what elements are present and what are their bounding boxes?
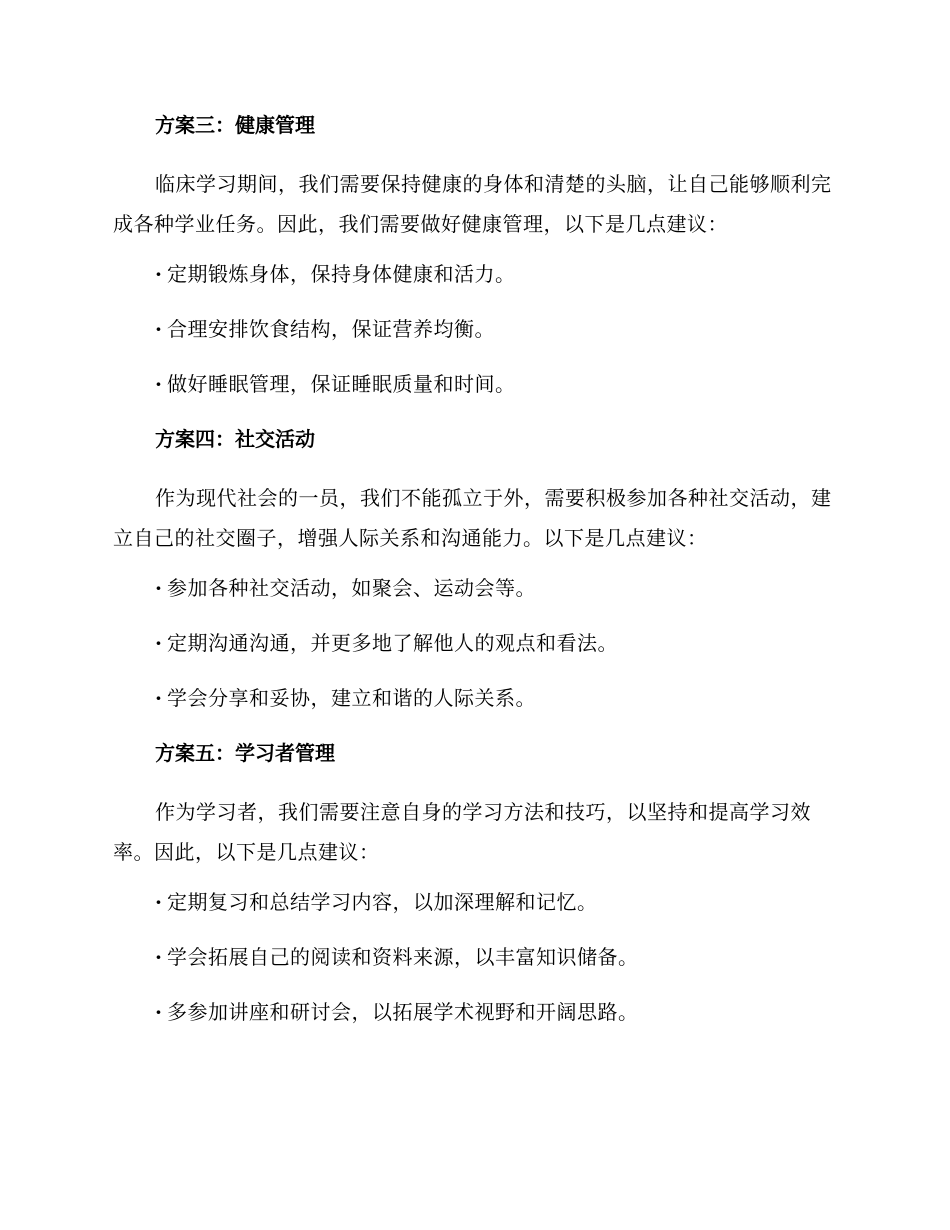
section-paragraph: 作为学习者，我们需要注意自身的学习方法和技巧，以坚持和提高学习效率。因此，以下是几点建议： xyxy=(113,800,811,864)
bullet-item xyxy=(113,573,838,603)
bullet-dot: · xyxy=(155,1000,163,1024)
section-paragraph: 临床学习期间，我们需要保持健康的身体和清楚的头脑，让自己能够顺利完成各种学业任务。因此，我们需要做好健康管理，以下是几点建议： xyxy=(113,172,832,236)
bullet-text: 学会分享和妥协，建立和谐的人际关系。 xyxy=(167,686,536,710)
bullet-item xyxy=(113,997,838,1027)
bullet-text: 定期复习和总结学习内容，以加深理解和记忆。 xyxy=(167,890,598,914)
bullet-item xyxy=(113,628,838,658)
bullet-text: 做好睡眠管理，保证睡眠质量和时间。 xyxy=(167,372,516,396)
section-heading: 方案三：健康管理 xyxy=(155,113,315,137)
bullet-text: 定期锻炼身体，保持身体健康和活力。 xyxy=(167,262,516,286)
bullet-dot: · xyxy=(155,890,163,914)
bullet-text: 多参加讲座和研讨会，以拓展学术视野和开阔思路。 xyxy=(167,1000,639,1024)
bullet-dot: · xyxy=(155,317,163,341)
bullet-item xyxy=(113,314,838,344)
bullet-item xyxy=(113,683,838,713)
section-social xyxy=(113,424,838,713)
section-heading: 方案四：社交活动 xyxy=(155,427,315,451)
document-page xyxy=(113,110,838,1052)
bullet-text: 学会拓展自己的阅读和资料来源，以丰富知识储备。 xyxy=(167,945,639,969)
section-learner xyxy=(113,738,838,1027)
section-heading: 方案五：学习者管理 xyxy=(155,741,335,765)
bullet-dot: · xyxy=(155,631,163,655)
bullet-dot: · xyxy=(155,372,163,396)
bullet-text: 定期沟通沟通，并更多地了解他人的观点和看法。 xyxy=(167,631,618,655)
bullet-dot: · xyxy=(155,945,163,969)
bullet-item xyxy=(113,259,838,289)
bullet-dot: · xyxy=(155,686,163,710)
bullet-text: 合理安排饮食结构，保证营养均衡。 xyxy=(167,317,495,341)
bullet-item xyxy=(113,887,838,917)
bullet-item xyxy=(113,942,838,972)
bullet-dot: · xyxy=(155,262,163,286)
section-health xyxy=(113,110,838,399)
bullet-item xyxy=(113,369,838,399)
section-paragraph: 作为现代社会的一员，我们不能孤立于外，需要积极参加各种社交活动，建立自己的社交圈子，增强人际关系和沟通能力。以下是几点建议： xyxy=(113,486,832,550)
bullet-text: 参加各种社交活动，如聚会、运动会等。 xyxy=(167,576,536,600)
bullet-dot: · xyxy=(155,576,163,600)
